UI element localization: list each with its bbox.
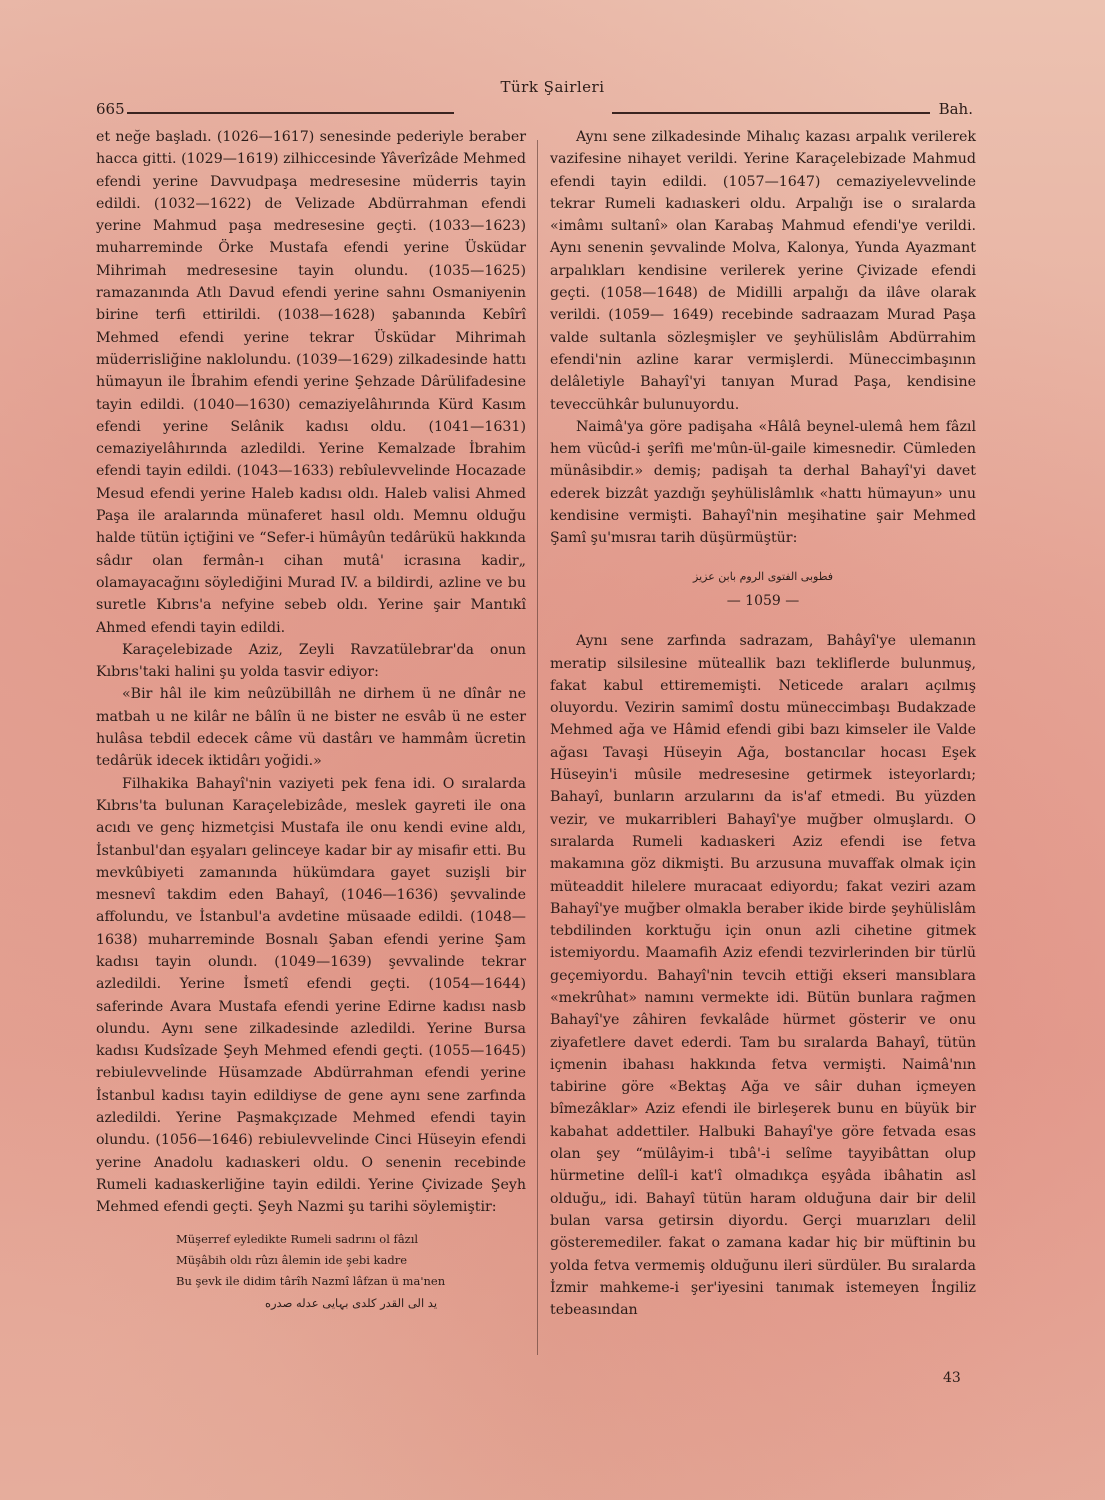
- quotation: «Bir hâl ile kim neûzübillâh ne dirhem ü ne dînâr ne matbah u ne kilâr ne bâlîn ü ne bister ne esvâb ü ne ester hulâsa tebdil edecek câme vü dastârı ve hammâm ücretin tedârük idecek iktidârı yoğidi.»: [96, 686, 526, 770]
- poem-line: Müşâbih oldı rûzı âlemin ide şebi kadre: [176, 1252, 408, 1267]
- paragraph: Aynı sene zarfında sadrazam, Bahâyî'ye ulemanın meratip silsilesine müteallik bazı tekliflerde bulunmuş, fakat kabul ettirememişti. Neticede araları açılmış oluyordu. Vezirin samimî dostu müneccimbaşı Budakzade Mehmed ağa ve Hâmid efendi gibi bazı kimseler ile Valde ağası Tavaşi Hüseyin Ağa, bostancılar hocası Eşek Hüseyin'i mûsile medresesine getirmek isteyorlardı; Bahayî, bunların arzularını da is'af etmedi. Bu yüzden vezir, ve mukarribleri Bahayî'ye muğber olmuşlardı. O sıralarda Rumeli kadıaskeri Aziz efendi ise fetva makamına göz dikmişti. Bu arzusuna muvaffak olmak için müteaddit hilelere muracaat ediyordu; fakat veziri azam Bahayî'ye muğber olmakla beraber ikide birde şeyhülislâm tebdilinden korktuğu için onun azli cihetine gitmek istemiyordu. Maamafih Aziz efendi tezvirlerinden bir türlü geçemiyordu. Bahayî'nin tevcih ettiği ekseri mansıblara «mekrûhat» namını vermekte idi. Bütün bunlara rağmen Bahayî'ye zâhiren fevkalâde hürmet gösterir ve onu ziyafetlere davet ederdi. Tam bu sıralarda Bahayî, tütün içmenin ibahası hakkında fetva vermişti. Naimâ'nın tabirine göre «Bektaş Ağa ve sâir duhan içmeyen bîmezâklar» Aziz efendi ile birleşerek bunu en büyük bir kabahat addettiler. Halbuki Bahayî'ye göre fetvada esas olan şey “mülâyim-i tıbâ'-i selîme tayyibâttan olup hürmetine delîl-i kat'î olmadıkça eşyâda ibâhatin asl olduğu„ idi. Bahayî tütün haram olduğuna dair bir delil bulan varsa getirsin diyordu. Gerçi muarızları delil gösteremediler. fakat o zamana kadar hiç bir müftinin bu yolda fetva vermemiş olduğunu ileri sürdüler. Bu sıralarda İzmir mahkeme-i şer'iyesini tanımak istemeyen İngiliz tebeasından: [550, 633, 976, 1319]
- paragraph: Aynı sene zilkadesinde Mihalıç kazası arpalık verilerek vazifesine nihayet verildi. Yerine Karaçelebizade Mahmud efendi tayin edildi. (1057—1647) cemaziyelevvelinde tekrar Rumeli kadıaskeri oldu. Arpalığı ise o sıralarda «imâmı sultanî» olan Karabaş Mahmud efendi'ye verildi. Aynı senenin şevvalinde Molva, Kalonya, Yunda Ayazmant arpalıkları kendisine verilerek yerine Çivizade efendi geçti. (1058—1648) de Midilli arpalığı da ilâve olarak verildi. (1059— 1649) recebinde sadraazam Murad Paşa valde sultanla sözleşmişler ve şeyhülislâm Abdürrahim efendi'nin azline karar vermişlerdi. Müneccimbaşının delâletiyle Bahayî'yi tanıyan Murad Paşa, kendisine teveccühkâr bulunuyordu.: [550, 129, 976, 413]
- section-mark: Bah.: [938, 100, 973, 118]
- column-divider: [537, 140, 538, 1355]
- header-rule-left: [127, 112, 454, 114]
- page-number: 665: [96, 100, 125, 118]
- left-column: [96, 126, 526, 1314]
- paragraph: Karaçelebizade Aziz, Zeyli Ravzatülebrar'da onun Kıbrıs'taki halini şu yolda tasvir ediyor:: [96, 641, 526, 681]
- poem-line: Müşerref eyledikte Rumeli sadrını ol fâzıl: [176, 1231, 419, 1246]
- right-column: [550, 126, 976, 1321]
- folio-number: 43: [943, 1370, 961, 1386]
- chronogram-year: — 1059 —: [726, 592, 800, 609]
- paragraph: Naimâ'ya göre padişaha «Hâlâ beynel-ulemâ hem fâzıl hem vücûd-i şerîfi me'mûn-ül-gaile kimesnedir. Cümleden münâsibdir.» demiş; padişah ta derhal Bahayî'yi davet ederek bizzât yazdığı şeyhülislâmlık «hattı hümayun» unu kendisine vermişti. Bahayî'nin meşihatine şair Mehmed Şamî şu'mısraı tarih düşürmüştür:: [550, 418, 976, 547]
- running-title: Türk Şairleri: [500, 78, 605, 96]
- paragraph: Filhakika Bahayî'nin vaziyeti pek fena idi. O sıralarda Kıbrıs'ta bulunan Karaçelebizâde, meslek gayreti ile ona acıdı ve genç hizmetçisi Mustafa ile onu kendi evine aldı, İstanbul'dan eşyaları gelinceye kadar bir ay misafir etti. Bu mevkûbiyeti zamanında hükümdara gayet suzişli bir mesnevî takdim eden Bahayî, (1046—1636) şevvalinde affolundu, ve İstanbul'a avdetine müsaade edildi. (1048—1638) muharreminde Bosnalı Şaban efendi yerine Şam kadısı tayin olundı. (1049—1639) şevvalinde tekrar azledildi. Yerine İsmetî efendi geçti. (1054—1644) saferinde Avara Mustafa efendi yerine Edirne kadısı nasb olundu. Aynı sene zilkadesinde azledildi. Yerine Bursa kadısı Kudsîzade Şeyh Mehmed efendi geçti. (1055—1645) rebiulevvelinde Hüsamzade Abdürrahman efendi yerine İstanbul kadısı tayin edildiyse de gene aynı sene zarfında azledildi. Yerine Paşmakçızade Mehmed efendi tayin olundu. (1056—1646) rebiulevvelinde Cinci Hüseyin efendi yerine Anadolu kadıaskeri oldu. O senenin recebinde Rumeli kadıaskerliğine tayin edildi. Yerine Çivizade Şeyh Mehmed efendi geçti. Şeyh Nazmi şu tarihi söylemiştir:: [96, 775, 526, 1216]
- poem: [176, 1229, 526, 1314]
- header-rule-right: [612, 112, 930, 114]
- chronogram-arabic: فطوبى الفتوى الروم بابن عزيز: [693, 569, 833, 583]
- paragraph: et neğe başladı. (1026—1617) senesinde pederiyle beraber hacca gitti. (1029—1619) zilhiccesinde Yâverîzâde Mehmed efendi yerine Davvudpaşa medresesine müderris tayin edildi. (1032—1622) de Velizade Abdürrahman efendi yerine Mahmud paşa medresesine geçti. (1033—1623) muharreminde Örke Mustafa efendi yerine Üsküdar Mihrimah medresesine tayin olundu. (1035—1625) ramazanında Atlı Davud efendi yerine sahnı Osmaniyenin birine terfi ettirildi. (1038—1628) şabanında Kebîrî Mehmed efendi yerine tekrar Üsküdar Mihrimah müderrisliğine naklolundu. (1039—1629) zilkadesinde hattı hümayun ile İbrahim efendi yerine Şehzade Dârülifadesine tayin edildi. (1040—1630) cemaziyelâhırında Kürd Kasım efendi yerine Selânik kadısı oldu. (1041—1631) cemaziyelâhırında azledildi. Yerine Kemalzade İbrahim efendi tayin edildi. (1043—1633) rebîulevvelinde Hocazade Mesud efendi yerine Haleb kadısı oldı. Haleb valisi Ahmed Paşa ile aralarında münaferet hasıl oldı. Memnu olduğu halde tütün içtiğini ve “Sefer-i hümâyûn tedârükü hakkında sâdır olan fermân-ı cihan mutâ' icrasına kadir„ olamayacağını söylediğini Murad IV. a bildirdi, azline ve bu suretle Kıbrıs'a nefyine sebeb oldı. Yerine şair Mantıkî Ahmed efendi tayin edildi.: [96, 129, 526, 636]
- poem-line: Bu şevk ile didim târîh Nazmî lâfzan ü ma'nen: [176, 1273, 446, 1288]
- poem-arabic-line: يد الى القدر كلدى بہايى عدله صدره: [264, 1295, 438, 1310]
